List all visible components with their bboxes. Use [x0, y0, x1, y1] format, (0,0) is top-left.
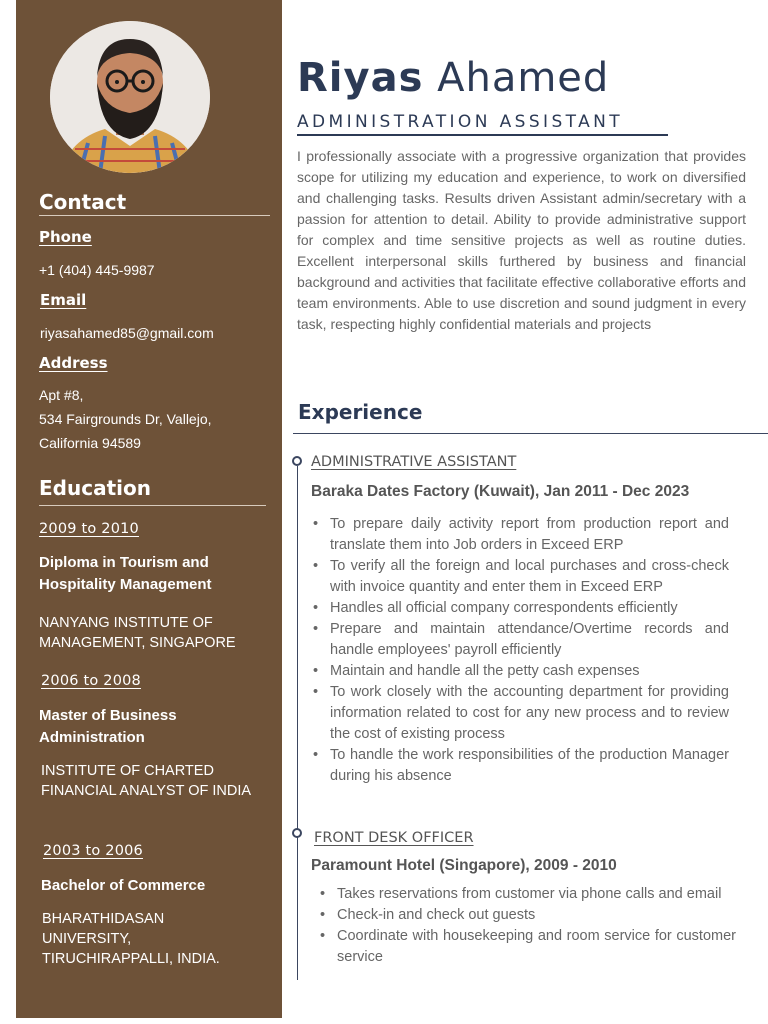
list-item: • Coordinate with housekeeping and room service for customer service: [318, 926, 736, 968]
phone-value: +1 (404) 445-9987: [39, 262, 155, 278]
list-item: • To handle the work responsibilities of the production Manager during his absence: [311, 745, 729, 787]
education-degree: Bachelor of Commerce: [41, 877, 206, 894]
address-label: Address: [39, 354, 108, 372]
list-item: • Takes reservations from customer via phone calls and email: [318, 884, 736, 905]
job-title-2: FRONT DESK OFFICER: [314, 830, 474, 846]
list-item: • Maintain and handle all the petty cash expenses: [311, 661, 729, 682]
education-school: NANYANG INSTITUTE OF MANAGEMENT, SINGAPORE: [39, 615, 236, 651]
timeline-line: [297, 466, 298, 980]
address-line: California 94589: [39, 435, 141, 451]
timeline-dot: [292, 828, 302, 838]
first-name: Riyas: [297, 55, 424, 101]
list-item: • Handles all official company correspondents efficiently: [311, 598, 729, 619]
job-company-1: Baraka Dates Factory (Kuwait), Jan 2011 - Dec 2023: [311, 483, 690, 500]
profile-photo-illustration: [50, 21, 210, 173]
experience-heading: Experience: [298, 400, 423, 424]
education-heading: Education: [39, 476, 151, 500]
education-divider: [39, 505, 266, 506]
list-item: • To work closely with the accounting department for providing information related to cost for any new process and to review the cost of existing process: [311, 682, 729, 745]
address-line: Apt #8,: [39, 387, 84, 403]
job-title: ADMINISTRATION ASSISTANT: [297, 112, 624, 132]
profile-photo: [50, 21, 210, 173]
email-label: Email: [40, 291, 87, 309]
job-bullets-2: [318, 884, 736, 968]
list-item: • Prepare and maintain attendance/Overtime records and handle employees' payroll efficiently: [311, 619, 729, 661]
list-item: • Check-in and check out guests: [318, 905, 736, 926]
job-bullets-1: [311, 514, 729, 787]
timeline-dot: [292, 456, 302, 466]
education-school: BHARATHIDASAN UNIVERSITY, TIRUCHIRAPPALLI, INDIA.: [42, 911, 220, 967]
contact-divider: [39, 215, 270, 216]
candidate-name: [297, 55, 609, 101]
contact-heading: Contact: [39, 190, 127, 214]
phone-label: Phone: [39, 228, 92, 246]
sidebar: [16, 0, 282, 1018]
education-degree: Diploma in Tourism and Hospitality Management: [39, 554, 212, 593]
education-degree: Master of Business Administration: [39, 707, 177, 746]
education-school: INSTITUTE OF CHARTED FINANCIAL ANALYST OF INDIA: [41, 763, 252, 799]
last-name: Ahamed: [437, 55, 610, 101]
title-underline: [297, 134, 668, 136]
email-value: riyasahamed85@gmail.com: [40, 325, 214, 341]
list-item: • To verify all the foreign and local purchases and cross-check with invoice quantity and enter them in Exceed ERP: [311, 556, 729, 598]
education-dates: 2009 to 2010: [39, 521, 139, 537]
list-item: • To prepare daily activity report from production report and translate them into Job orders in Exceed ERP: [311, 514, 729, 556]
education-dates: 2006 to 2008: [41, 673, 141, 689]
profile-summary: I professionally associate with a progressive organization that provides scope for utilizing my education and experience, to work on diversified and challenging tasks. Results driven Assistant admin/secretary with a passion for attention to detail. Ability to provide administrative support for complex and time sensitive projects as well as routine duties. Excellent interpersonal skills furthered by business and financial background and activities that facilitate effective collaborative efforts and team environments. Able to use discretion and sound judgment in every task, respecting highly confidential materials and projects: [297, 148, 746, 332]
job-title-1: ADMINISTRATIVE ASSISTANT: [311, 454, 517, 470]
job-company-2: Paramount Hotel (Singapore), 2009 - 2010: [311, 857, 617, 874]
experience-divider: [293, 433, 768, 434]
address-line: 534 Fairgrounds Dr, Vallejo,: [39, 411, 212, 427]
education-dates: 2003 to 2006: [43, 843, 143, 859]
